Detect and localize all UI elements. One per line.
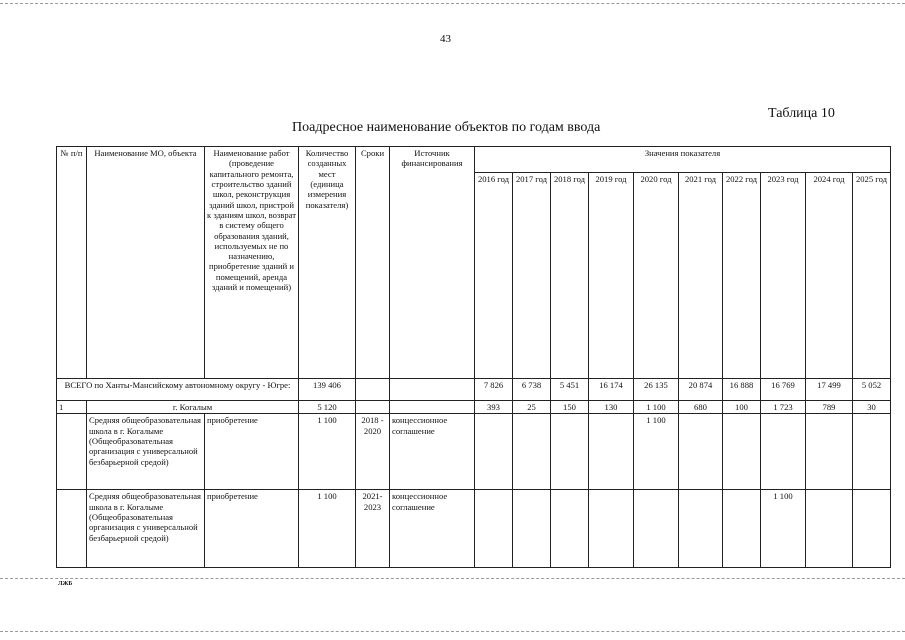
object-value — [513, 414, 551, 490]
object-value — [853, 490, 891, 568]
city-value: 393 — [475, 401, 513, 414]
object-name: Средняя общеобразовательная школа в г. Когалыме (Общеобразовательная организация с универсальной безбарьерной средой) — [87, 490, 205, 568]
header-works: Наименование работ (проведение капитального ремонта, строительство зданий школ, реконструкция зданий школ, пристрой к зданиям школ, возврат в систему общего образования зданий, используемых не по назначению, приобретение зданий и помещений, аренда зданий и помещений) — [205, 147, 299, 379]
page-number: 43 — [440, 33, 451, 45]
header-year: 2023 год — [761, 173, 806, 379]
header-values: Значения показателя — [475, 147, 891, 173]
object-value — [723, 490, 761, 568]
object-value: 1 100 — [761, 490, 806, 568]
total-value: 6 738 — [513, 379, 551, 401]
object-value — [475, 414, 513, 490]
city-num: 1 — [57, 401, 87, 414]
header-qty: Количество созданных мест (единица измерения показателя) — [299, 147, 356, 379]
object-value: 1 100 — [634, 414, 679, 490]
header-year: 2021 год — [679, 173, 723, 379]
footer-mark: ЛЖБ — [58, 581, 73, 587]
header-year: 2017 год — [513, 173, 551, 379]
total-value: 7 826 — [475, 379, 513, 401]
object-value — [634, 490, 679, 568]
scan-edge-top — [0, 3, 905, 4]
total-value: 26 135 — [634, 379, 679, 401]
total-value: 16 174 — [589, 379, 634, 401]
object-value — [679, 490, 723, 568]
city-value: 680 — [679, 401, 723, 414]
city-value: 150 — [551, 401, 589, 414]
city-qty: 5 120 — [299, 401, 356, 414]
object-source: концессионное соглашение — [390, 414, 475, 490]
header-year: 2019 год — [589, 173, 634, 379]
object-value — [551, 490, 589, 568]
header-num: № п/п — [57, 147, 87, 379]
object-qty: 1 100 — [299, 490, 356, 568]
header-terms: Сроки — [356, 147, 390, 379]
total-label: ВСЕГО по Ханты-Мансийскому автономному округу - Югре: — [57, 379, 299, 401]
header-year: 2024 год — [806, 173, 853, 379]
object-value — [761, 414, 806, 490]
object-source: концессионное соглашение — [390, 490, 475, 568]
total-value: 16 888 — [723, 379, 761, 401]
total-value: 20 874 — [679, 379, 723, 401]
objects-table — [56, 146, 891, 568]
total-value: 5 451 — [551, 379, 589, 401]
city-value: 789 — [806, 401, 853, 414]
object-value — [853, 414, 891, 490]
object-works: приобретение — [205, 490, 299, 568]
header-year: 2016 год — [475, 173, 513, 379]
header-name: Наименование МО, объекта — [87, 147, 205, 379]
object-terms: 2021- 2023 — [356, 490, 390, 568]
table-row-object — [57, 414, 891, 490]
header-year: 2020 год — [634, 173, 679, 379]
table-label: Таблица 10 — [768, 106, 835, 121]
city-value: 130 — [589, 401, 634, 414]
total-value: 5 052 — [853, 379, 891, 401]
city-value: 100 — [723, 401, 761, 414]
object-terms: 2018 - 2020 — [356, 414, 390, 490]
object-name: Средняя общеобразовательная школа в г. Когалыме (Общеобразовательная организация с универсальной безбарьерной средой) — [87, 414, 205, 490]
object-value — [589, 490, 634, 568]
object-value — [806, 490, 853, 568]
city-value: 1 723 — [761, 401, 806, 414]
header-year: 2018 год — [551, 173, 589, 379]
city-label: г. Когалым — [87, 401, 299, 414]
object-value — [513, 490, 551, 568]
header-source: Источник финансирования — [390, 147, 475, 379]
total-qty: 139 406 — [299, 379, 356, 401]
total-value: 17 499 — [806, 379, 853, 401]
document-title: Поадресное наименование объектов по годам ввода — [292, 120, 601, 135]
scan-edge-bottom — [0, 631, 905, 632]
city-value: 1 100 — [634, 401, 679, 414]
object-value — [551, 414, 589, 490]
scan-edge-fold — [0, 578, 905, 579]
header-year: 2022 год — [723, 173, 761, 379]
total-value: 16 769 — [761, 379, 806, 401]
city-value: 25 — [513, 401, 551, 414]
object-value — [475, 490, 513, 568]
object-value — [589, 414, 634, 490]
object-value — [723, 414, 761, 490]
object-value — [679, 414, 723, 490]
object-value — [806, 414, 853, 490]
header-year: 2025 год — [853, 173, 891, 379]
table-row-object — [57, 490, 891, 568]
object-works: приобретение — [205, 414, 299, 490]
table-row-total — [57, 379, 891, 401]
object-qty: 1 100 — [299, 414, 356, 490]
table-row-city — [57, 401, 891, 414]
city-value: 30 — [853, 401, 891, 414]
